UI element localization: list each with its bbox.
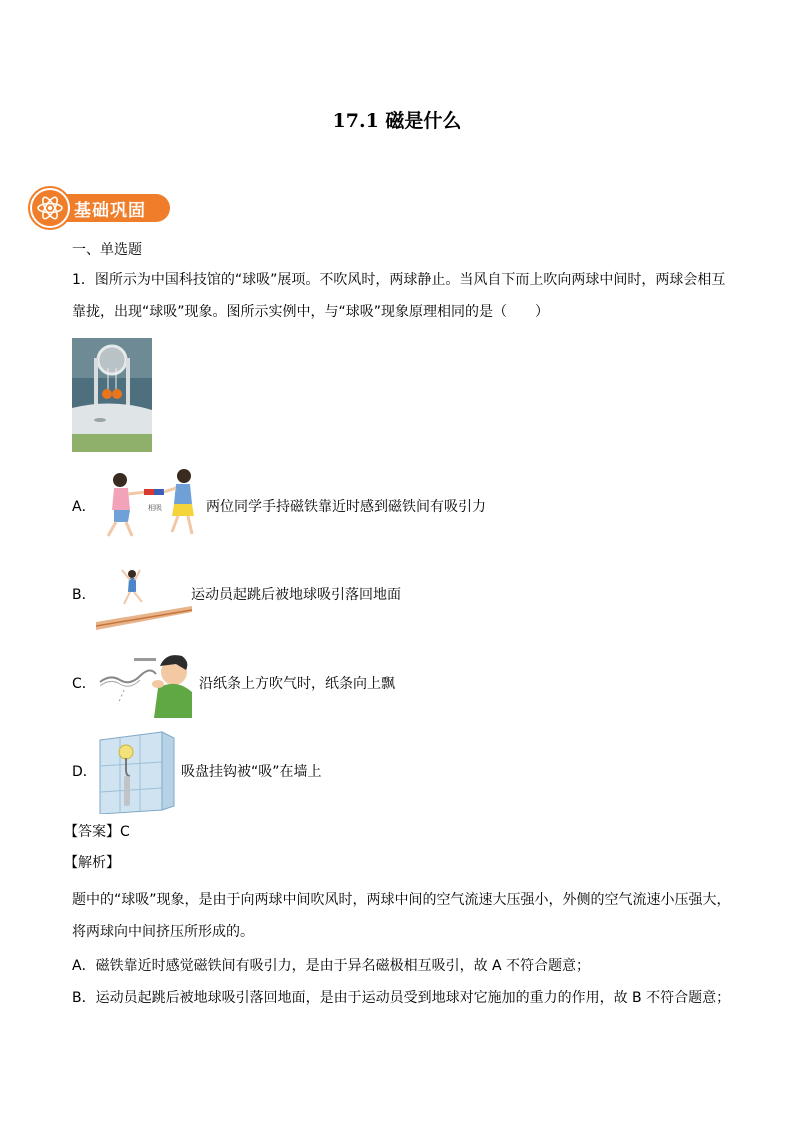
option-a-text: 两位同学手持磁铁靠近时感到磁铁间有吸引力 <box>206 499 486 515</box>
analysis-label: 【解析】 <box>64 855 120 871</box>
analysis-paragraph-2: 将两球向中间挤压所形成的。 <box>72 924 254 940</box>
analysis-paragraph-1: 题中的“球吸”现象，是由于向两球中间吹风时，两球中间的空气流速大压强小，外侧的空气流速小压强大， <box>72 892 731 908</box>
option-b-text: 运动员起跳后被地球吸引落回地面 <box>191 587 401 603</box>
analysis-option-a: A．磁铁靠近时感觉磁铁间有吸引力，是由于异名磁极相互吸引，故 A 不符合题意； <box>72 958 591 974</box>
option-b-letter: B． <box>72 587 96 603</box>
section-badge <box>30 188 170 224</box>
section-heading: 一、单选题 <box>72 242 142 258</box>
atom-icon <box>30 188 70 228</box>
option-d-letter: D． <box>72 764 97 780</box>
question-line-1: 1．图所示为中国科技馆的“球吸”展项。不吹风时，两球静止。当风自下而上吹向两球中间时，两球会相互 <box>72 272 726 288</box>
option-a-image-caption: 相吸 <box>148 504 162 512</box>
option-a-letter: A． <box>72 499 96 515</box>
badge-label: 基础巩固 <box>74 201 146 221</box>
analysis-option-b: B．运动员起跳后被地球吸引落回地面，是由于运动员受到地球对它施加的重力的作用，故 B 不符合题意； <box>72 990 731 1006</box>
magnets-attract-image <box>98 466 202 542</box>
option-c-text: 沿纸条上方吹气时，纸条向上飘 <box>199 676 395 692</box>
question-line-2: 靠拢，出现“球吸”现象。图所示实例中，与“球吸”现象原理相同的是（ ） <box>72 304 550 320</box>
ball-suction-exhibit-image <box>72 338 152 452</box>
option-c-letter: C． <box>72 676 96 692</box>
athlete-jump-image <box>96 568 192 634</box>
page-title: 17.1 磁是什么 <box>332 110 462 132</box>
answer: 【答案】C <box>64 824 130 840</box>
blow-paper-image <box>96 648 196 718</box>
option-d-text: 吸盘挂钩被“吸”在墙上 <box>181 764 322 780</box>
suction-hook-image <box>98 730 178 814</box>
